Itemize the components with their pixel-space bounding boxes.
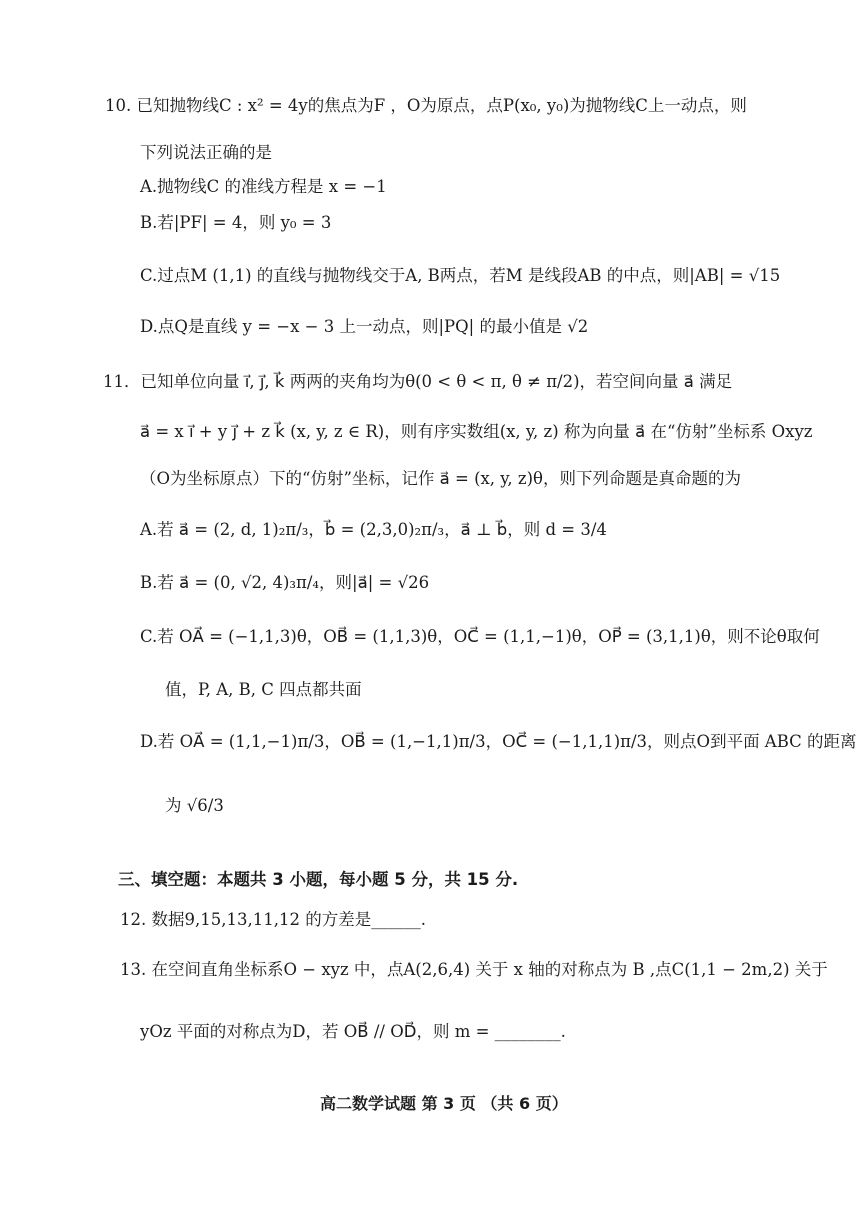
q11-option-b: B.若 a⃗ = (0, √2, 4)₃π/₄，则|a⃗| = √26 (140, 573, 430, 592)
q10-stem-line1: 10. 已知抛物线C : x² = 4y的焦点为F ，O为原点，点P(x₀, y₀)为抛物线C上一动点，则 (105, 96, 747, 115)
q11-stem-line1: 11．已知单位向量 i⃗, j⃗, k⃗ 两两的夹角均为θ(0 < θ < π, θ ≠ π/2)，若空间向量 a⃗ 满足 (103, 372, 733, 391)
page-footer: 高二数学试题 第 3 页 （共 6 页） (320, 1094, 568, 1113)
q10-stem-line2: 下列说法正确的是 (140, 143, 272, 162)
q10-option-d: D.点Q是直线 y = −x − 3 上一动点，则|PQ| 的最小值是 √2 (140, 317, 589, 336)
q10-option-c: C.过点M (1,1) 的直线与抛物线交于A, B两点，若M 是线段AB 的中点，则|AB| = √15 (140, 266, 781, 285)
q10-option-b: B.若|PF| = 4，则 y₀ = 3 (140, 213, 332, 232)
q13-line1: 13. 在空间直角坐标系O − xyz 中，点A(2,6,4) 关于 x 轴的对称点为 B ,点C(1,1 − 2m,2) 关于 (120, 960, 828, 979)
section-fill-in-heading: 三、填空题：本题共 3 小题，每小题 5 分，共 15 分. (118, 870, 519, 889)
q11-option-c-line1: C.若 OA⃗ = (−1,1,3)θ，OB⃗ = (1,1,3)θ，OC⃗ = (1,1,−1)θ，OP⃗ = (3,1,1)θ，则不论θ取何 (140, 627, 820, 646)
question-12: 12. 数据9,15,13,11,12 的方差是______. (120, 910, 426, 929)
q10-option-a: A.抛物线C 的准线方程是 x = −1 (140, 177, 387, 196)
q11-option-d-line1: D.若 OA⃗ = (1,1,−1)π/3，OB⃗ = (1,−1,1)π/3，OC⃗ = (−1,1,1)π/3，则点O到平面 ABC 的距离 (140, 732, 857, 751)
q11-stem-line2: a⃗ = x i⃗ + y j⃗ + z k⃗ (x, y, z ∈ R)，则有序实数组(x, y, z) 称为向量 a⃗ 在“仿射”坐标系 Oxyz (140, 422, 813, 441)
q11-option-d-line2: 为 √6/3 (165, 796, 224, 815)
q11-option-a: A.若 a⃗ = (2, d, 1)₂π/₃，b⃗ = (2,3,0)₂π/₃，a⃗ ⊥ b⃗，则 d = 3/4 (140, 520, 607, 539)
q11-option-c-line2: 值，P, A, B, C 四点都共面 (165, 680, 362, 699)
q11-stem-line3: （O为坐标原点）下的“仿射”坐标，记作 a⃗ = (x, y, z)θ，则下列命题是真命题的为 (140, 469, 741, 488)
q13-line2: yOz 平面的对称点为D，若 OB⃗ // OD⃗，则 m = ________. (140, 1022, 566, 1041)
